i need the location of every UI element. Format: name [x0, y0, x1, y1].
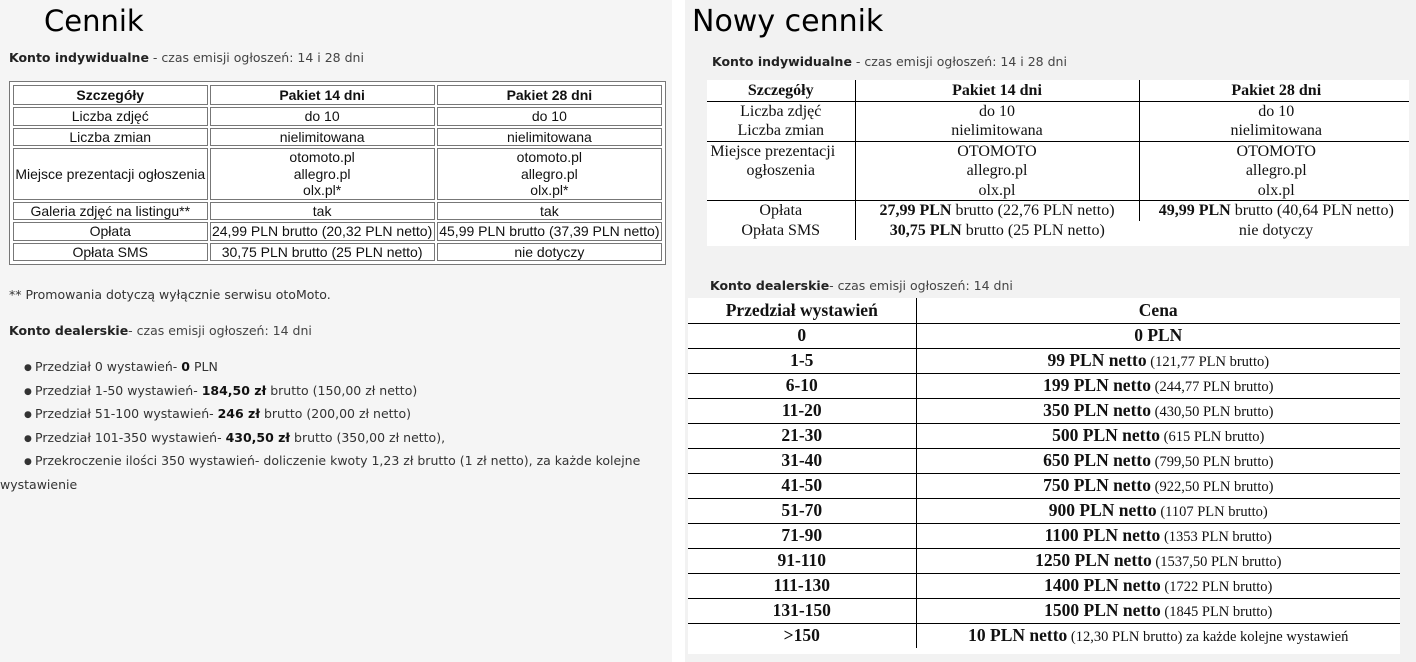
site-name: OTOMOTO — [957, 142, 1037, 160]
table-row: 0 0 PLN — [688, 323, 1400, 348]
cell-28-days: nielimitowana — [1139, 121, 1409, 141]
list-item: ● Przedział 51-100 wystawień- 246 zł brutto (200,00 zł netto) — [24, 403, 640, 427]
individual-account-heading — [9, 50, 364, 65]
cell-14-days: nielimitowana — [210, 128, 435, 147]
list-item: ● Przedział 1-50 wystawień- 184,50 zł brutto (150,00 zł netto) — [24, 380, 640, 404]
dealer-account-label: Konto dealerskie — [710, 278, 830, 293]
individual-account-label: Konto indywidualne — [9, 50, 149, 65]
page-title: Cennik — [44, 4, 144, 38]
footnote: ** Promowania dotyczą wyłącznie serwisu otoMoto. — [9, 287, 331, 302]
cell-14-days — [210, 148, 435, 200]
table-row: 131-150 1500 PLN netto (1845 PLN brutto) — [688, 598, 1400, 623]
table-row — [707, 201, 1409, 221]
table-row: 41-50 750 PLN netto (922,50 PLN brutto) — [688, 473, 1400, 498]
cell-28-days: nielimitowana — [437, 128, 662, 147]
site-name: olx.pl — [1257, 181, 1295, 199]
individual-account-heading — [712, 54, 1067, 69]
dealer-pricing-list — [0, 356, 641, 496]
cell-14-days: do 10 — [210, 107, 435, 126]
bullet-icon: ● — [24, 363, 32, 373]
table-row: 11-20 350 PLN netto (430,50 PLN brutto) — [688, 398, 1400, 423]
table-row: 1-5 99 PLN netto (121,77 PLN brutto) — [688, 348, 1400, 373]
table-header-row — [688, 298, 1400, 323]
new-pricing-panel — [685, 0, 1416, 662]
table-header-row — [13, 85, 662, 105]
table-row — [13, 107, 662, 126]
row-label: Liczba zdjęć — [13, 107, 208, 126]
bullet-icon: ● — [24, 386, 32, 397]
table-row: 6-10 199 PLN netto (244,77 PLN brutto) — [688, 373, 1400, 398]
site-name: otomoto.pl — [289, 149, 355, 165]
row-label: Opłata — [707, 201, 855, 221]
bullet-icon: ● — [24, 433, 32, 444]
site-name: allegro.pl — [1245, 162, 1307, 179]
cell-14-days: 24,99 PLN brutto (20,32 PLN netto) — [210, 222, 435, 241]
table-row — [13, 222, 662, 241]
individual-pricing-table — [707, 80, 1409, 246]
column-header-28-days: Pakiet 28 dni — [1139, 80, 1409, 101]
cell-14-days: tak — [210, 202, 435, 221]
cell-28-days — [437, 148, 662, 200]
table-row — [13, 243, 662, 262]
bullet-icon: ● — [24, 457, 32, 467]
cell-28-days: 45,99 PLN brutto (37,39 PLN netto) — [437, 222, 662, 241]
list-item: ● Przedział 101-350 wystawień- 430,50 zł brutto (350,00 zł netto), — [24, 427, 640, 451]
column-header-details: Szczegóły — [13, 85, 208, 105]
cell-14-days — [855, 141, 1139, 201]
table-row — [13, 148, 662, 200]
table-row: 31-40 650 PLN netto (799,50 PLN brutto) — [688, 448, 1400, 473]
column-header-price: Cena — [916, 298, 1400, 323]
site-name: olx.pl — [978, 181, 1016, 199]
cell-28-days — [1139, 141, 1409, 201]
row-label: Liczba zmian — [13, 128, 208, 147]
site-name: allegro.pl — [520, 165, 578, 182]
table-row: 51-70 900 PLN netto (1107 PLN brutto) — [688, 498, 1400, 523]
cell-28-days: 49,99 PLN brutto (40,64 PLN netto) — [1139, 201, 1409, 221]
list-item-continuation: wystawienie — [0, 476, 78, 492]
cell-14-days: 30,75 PLN brutto (25 PLN netto) — [855, 221, 1139, 241]
row-label: Galeria zdjęć na listingu** — [13, 202, 208, 221]
row-label: Opłata SMS — [741, 221, 821, 239]
table-header-row — [707, 80, 1409, 101]
individual-account-label: Konto indywidualne — [712, 54, 852, 69]
column-header-14-days: Pakiet 14 dni — [210, 85, 435, 105]
cell-28-days: tak — [437, 202, 662, 221]
row-label: Miejsce prezentacji ogłoszenia — [707, 141, 855, 201]
cell-14-days: nielimitowana — [855, 121, 1139, 141]
table-row: 91-110 1250 PLN netto (1537,50 PLN brutto) — [688, 548, 1400, 573]
dealer-account-suffix: - czas emisji ogłoszeń: 14 dni — [128, 323, 312, 338]
site-name: allegro.pl — [293, 165, 351, 182]
column-header-details: Szczegóły — [707, 80, 855, 101]
site-name: olx.pl* — [530, 182, 569, 198]
site-name: allegro.pl — [966, 162, 1028, 179]
column-header-28-days: Pakiet 28 dni — [437, 85, 662, 105]
bullet-icon: ● — [24, 410, 32, 420]
list-item: ● Przekroczenie ilości 350 wystawień- doliczenie kwoty 1,23 zł brutto (1 zł netto), za każde kolejne — [24, 450, 640, 474]
cell-14-days: 27,99 PLN brutto (22,76 PLN netto) — [855, 201, 1139, 221]
dealer-account-heading — [710, 278, 1013, 293]
dealer-account-suffix: - czas emisji ogłoszeń: 14 dni — [829, 278, 1013, 293]
cell-28-days: do 10 — [437, 107, 662, 126]
site-name: otomoto.pl — [516, 149, 583, 165]
table-row: 111-130 1400 PLN netto (1722 PLN brutto) — [688, 573, 1400, 598]
cell-28-days: nie dotyczy — [437, 243, 662, 262]
cell-14-days: do 10 — [855, 101, 1139, 121]
column-header-range: Przedział wystawień — [688, 298, 916, 323]
row-label: Liczba zmian — [737, 122, 825, 139]
table-row: >150 10 PLN netto (12,30 PLN brutto) za każde kolejne wystawień — [688, 623, 1400, 648]
cell-28-days: nie dotyczy — [1238, 221, 1314, 239]
individual-pricing-table — [9, 81, 666, 265]
individual-account-suffix: - czas emisji ogłoszeń: 14 i 28 dni — [851, 54, 1067, 69]
page-title: Nowy cennik — [692, 4, 884, 39]
dealer-account-heading — [9, 323, 312, 338]
dealer-pricing-table — [688, 298, 1400, 654]
row-label: Liczba zdjęć — [740, 102, 822, 120]
cell-14-days: 30,75 PLN brutto (25 PLN netto) — [210, 243, 435, 262]
dealer-account-label: Konto dealerskie — [9, 323, 129, 338]
list-item: ● Przedział 0 wystawień- 0 PLN — [24, 356, 640, 380]
table-row — [13, 128, 662, 147]
table-row — [707, 221, 1409, 241]
site-name: OTOMOTO — [1236, 142, 1316, 160]
table-row — [707, 121, 1409, 141]
old-pricing-panel — [0, 0, 672, 662]
row-label: Opłata — [13, 222, 208, 241]
table-row — [707, 141, 1409, 201]
individual-account-suffix: - czas emisji ogłoszeń: 14 i 28 dni — [148, 50, 364, 65]
row-label: Miejsce prezentacji ogłoszenia — [13, 148, 208, 200]
table-row — [13, 202, 662, 221]
table-row — [707, 101, 1409, 121]
column-header-14-days: Pakiet 14 dni — [855, 80, 1139, 101]
table-row: 71-90 1100 PLN netto (1353 PLN brutto) — [688, 523, 1400, 548]
table-row: 21-30 500 PLN netto (615 PLN brutto) — [688, 423, 1400, 448]
row-label: Opłata SMS — [13, 243, 208, 262]
site-name: olx.pl* — [303, 182, 342, 198]
cell-28-days: do 10 — [1139, 101, 1409, 121]
